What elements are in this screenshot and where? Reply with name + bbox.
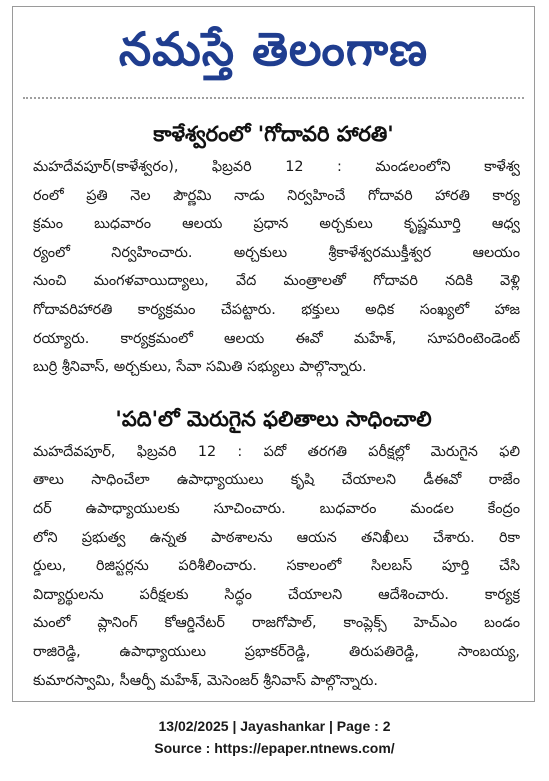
article2-line: మంలో ప్లానింగ్ కోఆర్డినేటర్ రాజగోపాల్, కాంప్లెక్స్ హెచ్ఎం బండం	[33, 615, 520, 632]
article1-line: బుర్రి శ్రీనివాస్, అర్చకులు, సేవా సమితి సభ్యులు పాల్గొన్నారు.	[33, 359, 367, 376]
article2-line: కుమారస్వామి, సీఆర్పీ మహేశ్, మెసెంజర్ శ్రీనివాస్ పాల్గొన్నారు.	[33, 672, 378, 689]
article1-line: రంలో ప్రతి నెల పౌర్ణమి నాడు నిర్వహించే గోదావరి హారతి కార్య	[33, 187, 520, 204]
article2-headline: 'పది'లో మెరుగైన ఫలితాలు సాధించాలి	[115, 406, 432, 431]
article2-line: మహదేవపూర్, ఫిబ్రవరి 12 : పదో తరగతి పరీక్షల్లో మెరుగైన ఫలి	[33, 443, 520, 460]
article2-line: లోని ప్రభుత్వ ఉన్నత పాఠశాలను ఆయన తనిఖీలు చేశారు. రికా	[33, 529, 520, 546]
article1-line: మహదేవపూర్(కాళేశ్వరం), ఫిబ్రవరి 12 : మండలంలోని కాళేశ్వ	[33, 159, 520, 175]
newspaper-masthead: నమస్తే తెలంగాణ	[118, 22, 429, 76]
clipping-frame	[12, 6, 535, 702]
footer-date-edition-page: 13/02/2025 | Jayashankar | Page : 2	[158, 718, 391, 734]
article1-line: క్రమం బుధవారం ఆలయ ప్రధాన అర్చకులు కృష్ణమూర్తి ఆధ్వ	[33, 216, 520, 233]
article2-line: విద్యార్థులను పరీక్షలకు సిద్ధం చేయాలని ఆదేశించారు. కార్యక్ర	[33, 586, 520, 603]
cut-off-text-line	[23, 97, 524, 109]
article-separator	[13, 382, 534, 394]
article1-body	[33, 153, 520, 382]
article2-line: ర్డులు, రిజిస్టర్లను పరిశీలించారు. సకాలంలో సిలబస్ పూర్తి చేసి	[33, 558, 520, 575]
article1-line: ర్యంలో నిర్వహించారు. అర్చకులు శ్రీకాళేశ్వరముక్తీశ్వర ఆలయం	[33, 244, 520, 261]
article2-line: దర్ ఉపాధ్యాయులకు సూచించారు. బుధవారం మండల కేంద్రం	[33, 500, 520, 517]
article2-line: తాలు సాధించేలా ఉపాధ్యాయులు కృషి చేయాలని డీఈవో రాజేం	[33, 472, 520, 489]
footer-source-link[interactable]: Source : https://epaper.ntnews.com/	[154, 740, 395, 756]
article1-line: రయ్యారు. కార్యక్రమంలో ఆలయ ఈవో మహేశ్, సూపరింటెండెంట్	[33, 330, 520, 347]
article1-headline: కాళేశ్వరంలో 'గోదావరి హారతి'	[153, 122, 394, 146]
article2-body	[33, 438, 520, 695]
article1-line: గోదావరిహారతి కార్యక్రమం చేపట్టారు. భక్తులు అధిక సంఖ్యలో హాజ	[33, 301, 520, 318]
article1-line: నుంచి మంగళవాయిద్యాలు, వేద మంత్రాలతో గోదావరి నదికి వెళ్లి	[33, 273, 520, 290]
article2-line: రాజిరెడ్డి, ఉపాధ్యాయులు ప్రభాకర్‌రెడ్డి, తిరుపతిరెడ్డి, సాంబయ్య,	[33, 643, 520, 660]
